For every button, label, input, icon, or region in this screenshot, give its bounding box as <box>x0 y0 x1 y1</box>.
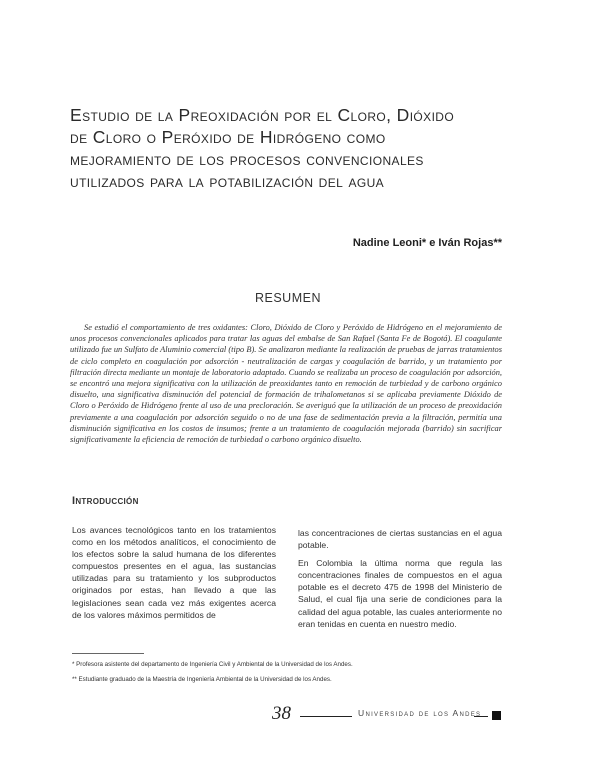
footnote: * Profesora asistente del departamento de Ingeniería Civil y Ambiental de la Universidad de los Andes. <box>72 661 353 668</box>
title-line: utilizados para la potabilización del agua <box>70 171 385 191</box>
title-line: mejoramiento de los procesos convencionales <box>70 149 424 169</box>
footnote: ** Estudiante graduado de la Maestría de Ingeniería Ambiental de la Universidad de los Andes. <box>72 675 332 683</box>
body-column-left <box>72 524 276 627</box>
body-paragraph: las concentraciones de ciertas sustancias en el agua potable. <box>298 528 502 551</box>
journal-name: Universidad de los Andes <box>358 708 482 718</box>
authors: Nadine Leoni* e Iván Rojas** <box>352 237 502 249</box>
abstract-text: Se estudió el comportamiento de tres oxidantes: Cloro, Dióxido de Cloro y Peróxido de Hidrógeno en el mejoramiento de unos procesos convencionales aplicados para tratar las aguas del embalse de San Rafael (Santa Fe de Bogotá). El coagulante utilizado fue un Sulfato de Aluminio comercial (tipo B). Se analizaron mediante la realización de pruebas de jarras tratamientos de ciclo completo en coagulación por adsorción - neutralización de cargas y coagulación de barrido, y un tratamiento por filtración directa mediante un montaje de laboratorio adaptado. Cuando se realizaba un proceso de coagulación por adsorción, se encontró una mejora significativa con la utilización de preoxidantes tanto en remoción de turbiedad y de carbono orgánico disuelto, una significativa disminución del potencial de formación de trihalometanos si se aplicaba previamente Dióxido de Cloro o Peróxido de Hidrógeno frente al uso de una precloración. Se averiguó que la utilización de un proceso de preoxidación previamente a una coagulación por adsorción seguido o no de una fase de sedimentación previa a la filtración, permitía una disminución significativa en los costos de insumos; frente a un tratamiento de coagulación mejorada (barrido) sin sacrificar significativamente la eficiencia de remoción de turbiedad o carbono orgánico disuelto. <box>70 323 502 445</box>
title-line: de Cloro o Peróxido de Hidrógeno como <box>70 127 386 147</box>
introduction-heading: Introducción <box>72 495 139 507</box>
abstract-heading: RESUMEN <box>254 291 321 305</box>
footer-square-mark <box>492 711 501 720</box>
page-number: 38 <box>272 703 291 724</box>
footer-divider <box>300 716 352 717</box>
footer-divider <box>474 716 488 717</box>
body-paragraph: En Colombia la última norma que regula las concentraciones finales de compuestos en el agua potable es el decreto 475 de 1998 del Ministerio de Salud, el cual fija una serie de condiciones para la calidad del agua potable, las cuales anteriormente no eran tenidas en cuenta en nuestro medio. <box>298 558 502 629</box>
body-column-right <box>298 527 502 636</box>
body-paragraph: Los avances tecnológicos tanto en los tratamientos como en los métodos analíticos, el conocimiento de los efectos sobre la salud humana de los diferentes compuestos presentes en el agua, las sustancias utilizadas para su tratamiento y los subproductos originados por estas, han llevado a que las legislaciones sean cada vez más exigentes acerca de los valores máximos permitidos de <box>72 525 276 620</box>
article-title <box>70 104 550 192</box>
footnote-divider <box>72 653 144 654</box>
footnotes <box>72 658 512 687</box>
title-line: Estudio de la Preoxidación por el Cloro, Dióxido <box>70 105 455 125</box>
